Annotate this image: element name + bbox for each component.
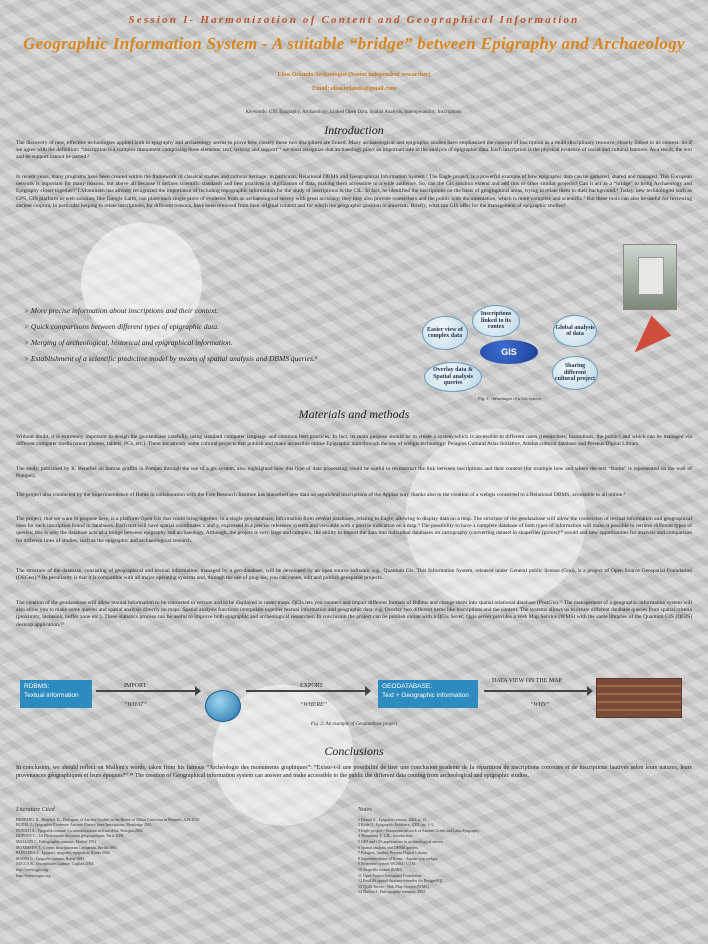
reference-item: DONATI A., Epigrafia romana. La comunicazione nell'antichità, Bologna 2002 [16, 827, 143, 833]
note-item: 7 Pelagios, Attalus, Perseus Digital Library. [358, 850, 428, 856]
reference-item: PANCIERA S., Epigrafi, epigrafia, epigrafisti, Roma 2006 [16, 850, 110, 856]
methods-paragraph: The study, published by R. Benefiel on human graffiti in Pompei through the use of a gis system, also highlighted how this type of data processing, could be useful to reconstruct the link between inscriptions and their context (for example how and where the text “Rome” is represented on the wall of Pompei). [16, 466, 692, 480]
note-item: 13 QGIS Server - Web Map Service (WMS). [358, 883, 430, 889]
why-label: “WHY” [530, 702, 550, 708]
gis-node-easier-view: Easier view of complex data [422, 316, 468, 350]
gis-center-node: GIS [480, 340, 538, 364]
gis-node-sharing: Sharing different cultural project [552, 356, 598, 390]
reference-link[interactable]: http://www.qgis.org [16, 866, 48, 872]
reference-item: ZUCCA R., Inscriptiones Latinae, Cagliari 2004 [16, 861, 94, 867]
keywords: Keywords: GIS, Epigraphy, Archaeology, Linked Open Data, Spatial Analysis, Interoperability, Inscriptions. [245, 110, 463, 115]
reference-link[interactable]: http://www.osgeo.org [16, 872, 51, 878]
reference-item: MALLON J., Paléographie romaine, Madrid 1952 [16, 838, 97, 844]
author-email[interactable]: Email: elisa.orlando@gmail.com [312, 86, 396, 92]
gis-node-inscriptions: Inscriptions linked to its contex [472, 305, 520, 337]
rdbms-sublabel: Textual information [24, 692, 79, 699]
reference-item: MOMMSEN T., Corpus Inscriptionum Latinarum, Berlin 1863 [16, 844, 117, 850]
reference-item: SUSINI G., Epigrafia romana, Roma 1982 [16, 855, 85, 861]
wall-inscription-photo [596, 678, 682, 718]
note-item: 14 Mallon J., Paléographie romaine, 1952. [358, 889, 427, 895]
advantage-item: > Establishment of a scientific predictive model by means of spatial analysis and DBMS queries.⁶ [24, 354, 318, 363]
note-item: 10 Shapefile format (ESRI). [358, 866, 404, 872]
where-label: “WHERE” [300, 702, 327, 708]
geodatabase-box [378, 680, 478, 708]
literature-cited [16, 808, 346, 878]
advantages-list [24, 303, 404, 367]
note-item: 6 Spatial analysis and DBMS queries. [358, 844, 419, 850]
advantage-item: > Quick comparisons between different types of epigraphic data. [24, 322, 219, 331]
methods-heading: Materials and methods [298, 407, 410, 421]
advantage-item: > Merging of archeological, historical and epigraphical information. [24, 338, 233, 347]
export-arrow [246, 690, 366, 692]
literature-heading: Literature Cited [16, 807, 55, 813]
figure-2-caption: Fig. 2: An example of Geodatabase project [310, 722, 398, 727]
conclusions-paragraph: In conclusion, we should reflect on Malloni's words, taken from his famous “Archéologie des monuments graphiques”: “Existe-t-il une possibilité de tirer une conclusion pradente de la répartition de inscriptions correctes et de inscriptions fautives selon leurs natures, leurs provenances géographiques et leurs époques?” ¹⁴ The creation of Geographical information system can answer and make accessible to the public the different data coming from archeological and epigraphic studies. [16, 765, 692, 779]
methods-paragraph: The project, that we want to propose here, is a platform Open Gis that could bring together, in a single geo-database, information from several databases, relating to Eagle, allowing to display data on a map. The structure of the geodatabase will allow the connection of textual information and geographical ones for each inscription found in databases. Each text will have spatial coordinates x and y, expressed in a precise reference system and viewable with a precise indication on a map.⁹ The possibility to have a complete database of both types of information will make it possible to retrieve different types of queries; this is why the database acts as a bridge between epigraphy and archaeology. Although, the project is very large and complex, the ability to import the data into individual databases on cartography (converting dataset in shapefiles (points)¹⁰ would add new opportunities for analysis and comparison for different lines of studies, such as the epigraphic and archaeological research. [16, 516, 692, 544]
rdbms-label: RDBMS: [24, 683, 50, 690]
database-icon [205, 690, 241, 722]
reference-item: BENEFIEL R., Benefiel, R., Dialogues of Ancient Graffiti in the House of Maius Castricius in Pompeii, AJA 2010 [16, 816, 200, 822]
conclusions-heading: Conclusions [324, 744, 384, 758]
note-item: 11 Open Source Geospatial Foundation. [358, 872, 422, 878]
note-item: 8 Superintendence of Rome - Appian way webgis. [358, 855, 439, 861]
note-item: 1 Donati A., Epigrafia romana, 2002, p. 15. [358, 816, 428, 822]
what-label: “WHAT” [124, 702, 147, 708]
gis-node-global-analysis: Global analysis of data [553, 315, 597, 347]
advantage-item: > More precise information about inscriptions and their context. [24, 306, 219, 315]
rdbms-box [20, 680, 92, 708]
note-item: 5 GPS and GIS applications in archaeological survey. [358, 838, 444, 844]
introduction-heading: Introduction [324, 123, 384, 137]
dataview-arrow [484, 690, 588, 692]
export-label: EXPORT [300, 683, 323, 689]
intro-paragraph-2: In recent years, many programs have been created within the framework of classical studies and cultural heritage; in particular, Relational DBMS and Geographical Information System.³ The Eagle project, is a powerful example of how epigraphic data can be gathered, shared and managed. This European network is important for many reasons, but above all because it defines scientific standards and best practices in digitization of data, making them accessible to a wide audience. So, can the Gis solution extend and add this or other similar projects? Can it act as a “bridge” to bring Archaeology and Epigraphy closer together? T.Mommsen has already recognized the importance of including topographic information for the study of inscriptions in the CIL. In fact, he identified the inscriptions on the basis of geographical areas, trying to relate them to their background.⁴ Today, new technologies such as GPS, GIS platform or web solution, like Google Earth, can place each single piece of evidence from an archaeological survey with great accuracy; they may also provide researchers and the public with documentation, which is more complete and scientific.⁵ But these tools can also be useful for reviewing ancient corpora, in particular helping to relate inscriptions, for different reasons, have been removed from their original context and for which the geographic position is uncertain. Briefly, what can GIS offer for the management of epigraphic studies? [16, 174, 692, 209]
inscription-photo [623, 244, 677, 310]
geodatabase-label: GEODATABASE: [382, 683, 432, 690]
gis-node-overlay: Overlay data & Spatial analysis queries [424, 362, 482, 392]
methods-paragraph: The project also conducted by the Superintendence of Rome in collaboration with the Free Research Institute has unearthed new data on sepulchral inscriptions of the Appian way, thanks also to the creation of a webgis connected to a Relational DBMS, accessible to all online.⁸ [16, 492, 626, 498]
intro-paragraph-1: The discovery of new, effective technologies applied both to epigraphy and archaeology seems to prove how closely these two disciplines are linked. Many archaeological and epigraphic studies have emphasized the concept of inscription as a multi-disciplinary resource, closely linked to its context. So if we agree with the definition: “inscription is a complex monument comprising three elements: text, writing and support”¹ we must recognize that archaeology plays an important role in the analysis of epigraphic data. Each inscription is the physical evidence of social and cultural features. As a result, the text and its support cannot be parted.² [16, 140, 692, 161]
import-label: IMPORT [124, 683, 147, 689]
note-item: 9 Reference system WGS84 / UTM. [358, 861, 417, 867]
geodatabase-sublabel: Text + Geographic information [382, 692, 469, 699]
session-title: Session I- Harmonization of Content and Geographical Information [128, 14, 580, 26]
figure-1-caption: Fig. 1: Advantages of a Gis system [478, 396, 541, 401]
reference-item: BODEL J., Epigraphic Evidence: Ancient History from Inscriptions, Routledge 2001 [16, 822, 152, 828]
note-item: 12 PostGIS spatial database extender for PostgreSQL. [358, 878, 445, 884]
note-item: 2 Bodel J., Epigraphic Evidence, 2001, pp. 1-3. [358, 822, 434, 828]
stele-shape [638, 257, 664, 295]
author-line: Elisa Orlando Archeologist (Senior independent researcher) [277, 72, 431, 78]
methods-paragraph: The creation of the geodatabase will allow textual information to be converted to vectors and to be displayed in raster maps. QGis lets you connect and import different formats of Rdbms and change them into spatial relational database (PostGis).¹² The management of a geographic information system will also allow you to make some queries and spatial analysis directly on maps. Spatial analysis functions interpolate together textual information and geographic data: e.g. Overlay two different items like inscriptions and the context. The systems allows us to create different database queries from spatial criteria (proximity, inclusion, buffer zone etc.). These statistics process can be useful to improve both epigraphic and archeological researches. In conclusion the project can be publish online with a QGis Sever; Qgis server provides a Web Map Service (WMS) with the same libraries of the Quantum GIS (QGIS) desktop application.¹³ [16, 600, 692, 628]
notes-heading: Notes [358, 807, 372, 813]
notes [358, 808, 692, 895]
note-item: 4 Mommsen T., CIL, introduction. [358, 833, 414, 839]
arrow-icon [625, 316, 672, 363]
dataview-label: DATA VIEW ON THE MAP [492, 678, 562, 684]
import-arrow [96, 690, 196, 692]
note-item: 3 Eagle project - Europeana network of Ancient Greek and Latin Epigraphy. [358, 827, 480, 833]
methods-paragraph: Without doubt, it is extremely important to design the geodatabase carefully, using standard computer language and common best practices. In fact, its main purpose should be to create a system which is accessible to different users (researchers, institutions, the public) and which can be managed via different computer media (smart phones, tablets, PCs, etc.). There are already some cultural projects that publish and make accessible online Epigraphic data through the use of webgis technology: Pelagios Cultural Atlas Initiative, Attalus cultural database and Perseus Digital Library. [16, 434, 692, 448]
reference-item: DUPONT C., Le Dictionnaire des noms géographiques, Paris 2008 [16, 833, 124, 839]
methods-paragraph: The structure of the database, consisting of geographical and textual information, managed by a geo-database, will be developed by an open source software, e.g., Quantum Gis. This Information System, released under General public license (Gnu), is a project of Open Source Geospatial Foundation (OSGeo).¹¹ Its peculiarity is that it is compatible with all major operating systems and, through the use of plug-ins, you can create, edit and publish geospatial projects. [16, 568, 692, 582]
poster-title: Geographic Information System - A suitable “bridge” between Epigraphy and Archaeology [23, 34, 685, 53]
